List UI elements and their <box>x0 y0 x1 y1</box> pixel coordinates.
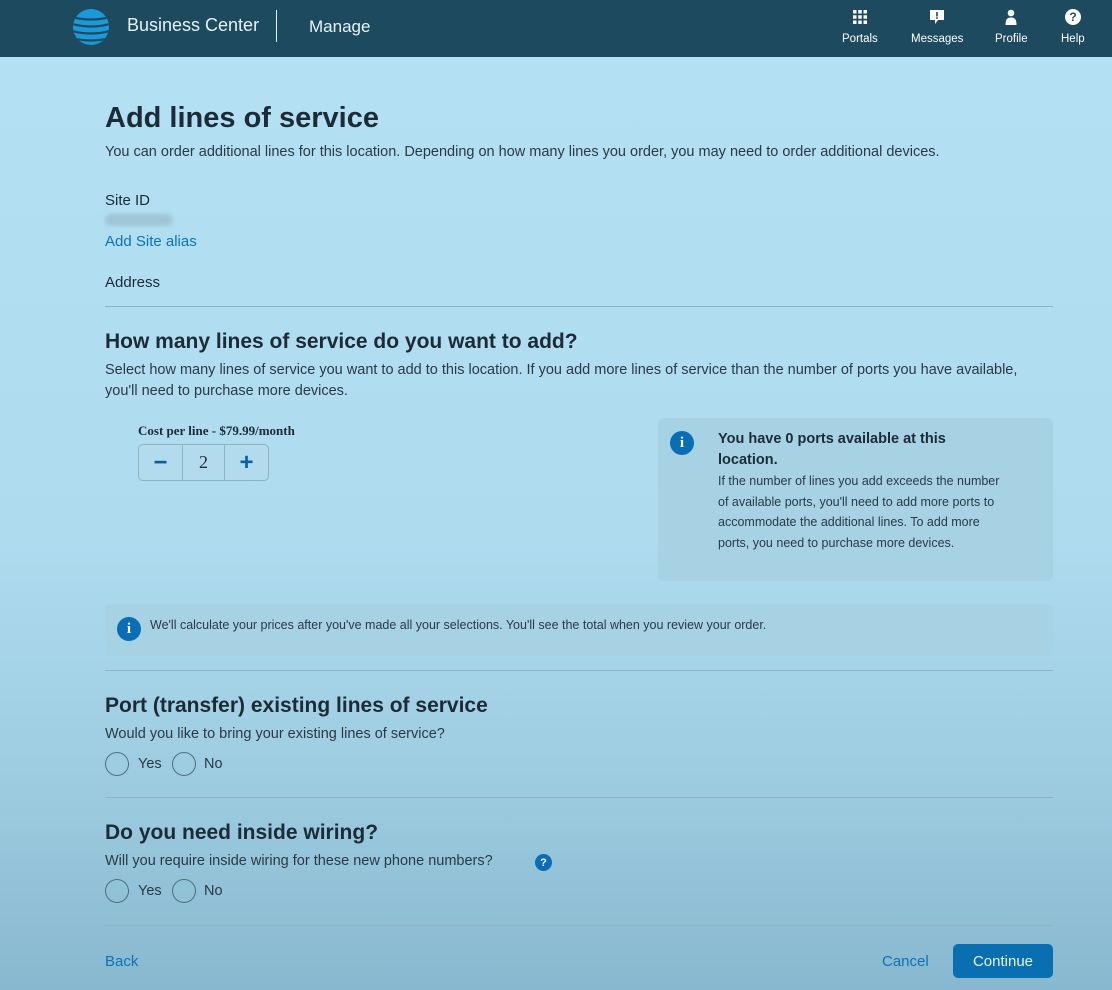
port-yes-label[interactable]: Yes <box>138 756 162 772</box>
divider <box>105 670 1053 671</box>
ports-info-box <box>658 418 1053 581</box>
top-header <box>0 0 1112 57</box>
info-icon: i <box>117 617 141 641</box>
port-no-radio[interactable] <box>172 752 196 776</box>
nav-messages[interactable] <box>911 8 963 52</box>
wiring-section-title: Do you need inside wiring? <box>105 821 379 844</box>
wiring-yes-radio[interactable] <box>105 879 129 903</box>
cancel-link[interactable]: Cancel <box>882 953 929 970</box>
nav-portals[interactable] <box>842 8 878 52</box>
att-globe-logo[interactable] <box>72 8 110 46</box>
nav-messages-label: Messages <box>911 33 964 45</box>
wiring-no-radio[interactable] <box>172 879 196 903</box>
divider <box>105 306 1053 307</box>
page-description: You can order additional lines for this location. Depending on how many lines you order, you may need to order additional devices. <box>105 144 940 160</box>
wiring-no-label[interactable]: No <box>204 883 223 899</box>
continue-button[interactable]: Continue <box>953 944 1053 978</box>
divider <box>105 925 1053 926</box>
message-icon <box>928 8 946 26</box>
help-icon <box>1064 8 1082 26</box>
section-title[interactable]: Manage <box>309 17 371 36</box>
site-id-label: Site ID <box>105 192 151 209</box>
add-site-alias-link[interactable]: Add Site alias <box>105 233 197 250</box>
pricing-notice-text: We'll calculate your prices after you've made all your selections. You'll see the total when you review your order. <box>150 618 767 632</box>
question-help-icon[interactable]: ? <box>535 854 552 871</box>
ports-info-title: You have 0 ports available at this location. <box>718 431 946 468</box>
port-yes-radio[interactable] <box>105 752 129 776</box>
increment-button[interactable]: + <box>239 448 254 476</box>
nav-help[interactable] <box>1061 8 1085 52</box>
nav-profile[interactable] <box>995 8 1028 52</box>
quantity-stepper <box>138 444 269 481</box>
divider <box>105 797 1053 798</box>
wiring-yes-label[interactable]: Yes <box>138 883 162 899</box>
svg-text:?: ? <box>1069 10 1077 25</box>
nav-portals-label: Portals <box>842 33 878 45</box>
grid-icon <box>851 8 869 26</box>
address-label: Address <box>105 274 161 291</box>
wiring-section-question: Will you require inside wiring for these new phone numbers? <box>105 853 493 869</box>
decrement-button[interactable]: − <box>153 448 168 476</box>
brand-title: Business Center <box>127 15 260 35</box>
header-divider <box>276 10 277 42</box>
ports-info-body: If the number of lines you add exceeds the number of available ports, you'll need to add more ports to accommodate the additional lines. To add more ports, you need to purchase more devices. <box>718 474 1000 550</box>
back-link[interactable]: Back <box>105 953 139 970</box>
lines-section-title: How many lines of service do you want to add? <box>105 330 578 353</box>
pricing-notice <box>105 604 1053 656</box>
lines-section-description: Select how many lines of service you want to add to this location. If you add more lines of service than the number of ports you have available, you'll need to purchase more devices. <box>105 362 1018 399</box>
port-section-question: Would you like to bring your existing lines of service? <box>105 726 445 742</box>
nav-profile-label: Profile <box>995 33 1028 45</box>
cost-per-line-label: Cost per line - $79.99/month <box>138 423 295 438</box>
info-icon: i <box>670 431 694 455</box>
page-title: Add lines of service <box>105 102 379 134</box>
site-id-value-redacted <box>105 214 173 226</box>
port-section-title: Port (transfer) existing lines of service <box>105 694 488 717</box>
port-no-label[interactable]: No <box>204 756 223 772</box>
quantity-value[interactable]: 2 <box>182 445 225 480</box>
nav-help-label: Help <box>1061 33 1085 45</box>
person-icon <box>1002 8 1020 26</box>
